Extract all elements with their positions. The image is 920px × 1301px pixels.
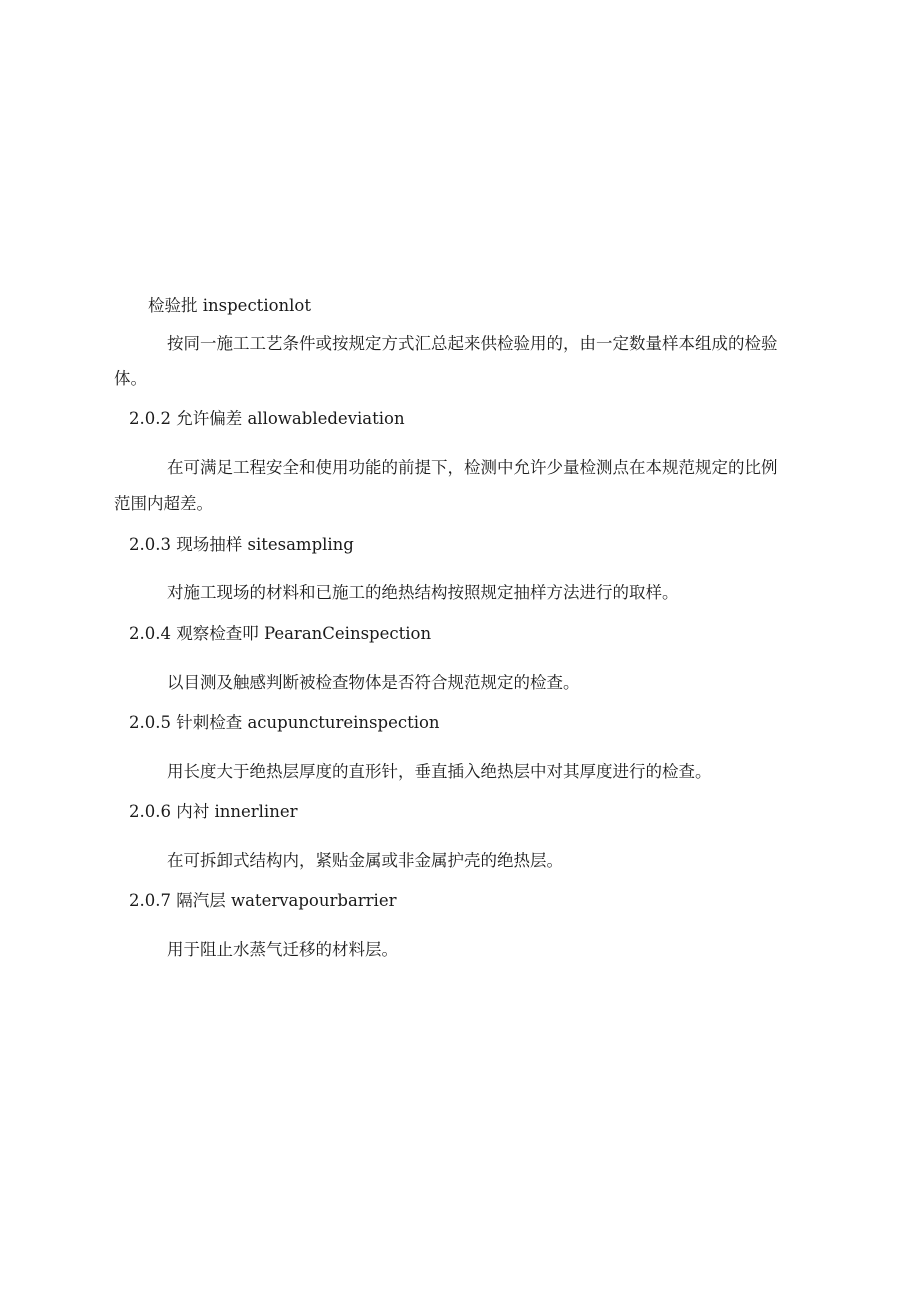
- term-heading: 2.0.3 现场抽样 sitesampling: [129, 535, 354, 554]
- definition-text: 体。: [114, 369, 147, 388]
- term-heading: 2.0.7 隔汽层 watervapourbarrier: [129, 891, 397, 910]
- definition-text: 在可拆卸式结构内，紧贴金属或非金属护壳的绝热层。: [167, 851, 563, 870]
- definition-text: 按同一施工工艺条件或按规定方式汇总起来供检验用的，由一定数量样本组成的检验: [167, 334, 778, 353]
- term-heading: 2.0.4 观察检查叩 PearanCeinspection: [129, 624, 432, 643]
- term-heading: 检验批 inspectionlot: [148, 296, 311, 315]
- definition-text: 用长度大于绝热层厚度的直形针，垂直插入绝热层中对其厚度进行的检查。: [167, 762, 712, 781]
- term-heading: 2.0.6 内衬 innerliner: [129, 802, 298, 821]
- term-heading: 2.0.2 允许偏差 allowabledeviation: [129, 409, 405, 428]
- definition-text: 用于阻止水蒸气迁移的材料层。: [167, 940, 398, 959]
- definition-text: 范围内超差。: [114, 494, 213, 513]
- definition-text: 在可满足工程安全和使用功能的前提下，检测中允许少量检测点在本规范规定的比例: [167, 458, 778, 477]
- definition-text: 对施工现场的材料和已施工的绝热结构按照规定抽样方法进行的取样。: [167, 583, 679, 602]
- term-heading: 2.0.5 针刺检查 acupunctureinspection: [129, 713, 440, 732]
- definition-text: 以目测及触感判断被检查物体是否符合规范规定的检查。: [167, 673, 580, 692]
